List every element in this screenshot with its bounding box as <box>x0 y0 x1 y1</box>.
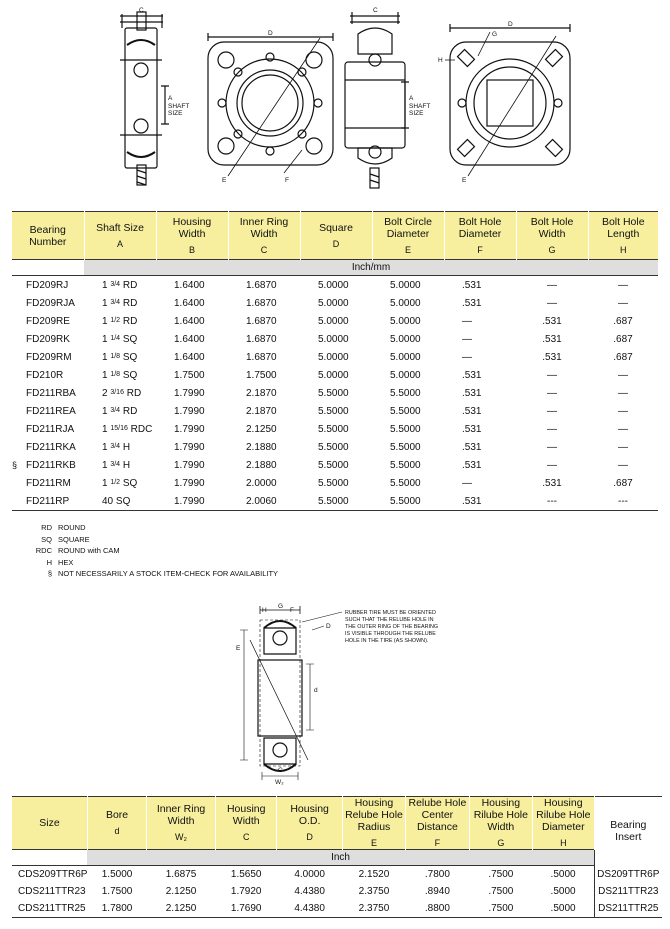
col2-header-relube-radius: Housing Relube Hole Radius E <box>342 797 405 850</box>
bolt-circle-cell: 5.0000 <box>390 369 421 381</box>
housing-od-cell: 4.4380 <box>294 886 325 897</box>
housing-width-cell: 1.6400 <box>174 297 205 309</box>
inner-ring-width-cell: 1.6870 <box>246 315 277 327</box>
col2-header-size: Size <box>12 797 87 850</box>
col-header-bolt-hole-length: Bolt Hole Length H <box>588 212 658 260</box>
bolt-circle-cell: 5.5000 <box>390 459 421 471</box>
bolt-hole-length-cell: — <box>618 297 628 309</box>
bolt-hole-width-cell: — <box>547 423 557 435</box>
housing-width-cell: 1.7990 <box>174 405 205 417</box>
legend-text: SQUARE <box>58 534 90 544</box>
bolt-hole-diameter-cell: .531 <box>462 369 482 381</box>
bolt-hole-diameter-cell: — <box>462 351 472 363</box>
housing-width-cell: 1.7990 <box>174 459 205 471</box>
legend-item <box>30 522 278 534</box>
shaft-size-cell: 1 $^{15/16}$ RDC <box>102 423 153 435</box>
shaft-size-cell: 2 $^{3/16}$ RD <box>102 387 142 399</box>
square-cell: 5.0000 <box>318 315 349 327</box>
shaft-size-cell: 40 SQ <box>84 492 156 511</box>
bolt-hole-length-cell: — <box>618 279 628 291</box>
bolt-circle-cell: 5.5000 <box>390 405 421 417</box>
col-header-shaft-size: Shaft Size A <box>84 212 156 260</box>
square-cell: 5.5000 <box>318 477 349 489</box>
table-row <box>12 276 658 295</box>
square-cell: 5.5000 <box>318 387 349 399</box>
inner-ring-width-cell: 1.6875 <box>165 869 197 880</box>
housing-width-cell: 1.7500 <box>174 369 205 381</box>
legend-text: ROUND <box>58 523 86 532</box>
square-cell: 5.0000 <box>318 351 349 363</box>
bolt-hole-diameter-cell: .531 <box>462 279 482 291</box>
bolt-circle-cell: 5.5000 <box>390 441 421 453</box>
front-view-drawing-1 <box>208 33 333 176</box>
insert-note-line-4: IS VISIBLE THROUGH THE RELUBE <box>345 631 436 637</box>
relube-radius-cell: 2.3750 <box>358 886 390 897</box>
insert-dim-d: D <box>326 623 331 630</box>
bearing-insert-spec-table <box>12 796 662 918</box>
inner-ring-width-cell: 2.1880 <box>246 441 277 453</box>
insert-dim-c: C <box>278 767 283 774</box>
legend-item <box>30 568 278 580</box>
inner-ring-width-cell: 2.1870 <box>246 387 277 399</box>
bolt-hole-length-cell: .687 <box>613 351 633 363</box>
inner-ring-width-cell: 2.0000 <box>246 477 277 489</box>
dim-label-g: G <box>492 31 498 38</box>
insert-dim-e: E <box>236 645 241 652</box>
housing-width-cell: 1.5650 <box>230 869 262 880</box>
bearing-number-cell: FD211RJA <box>26 423 75 435</box>
col-header-bolt-circle-diameter: Bolt Circle Diameter E <box>372 212 444 260</box>
inner-ring-width-cell: 2.1250 <box>165 903 197 914</box>
dim-label-a-2: A <box>409 95 414 102</box>
shaft-size-cell: 1 $^{3/4}$ H <box>102 441 131 453</box>
bolt-hole-length-cell: — <box>618 459 628 471</box>
relube-center-cell: .8800 <box>424 903 450 914</box>
insert-dim-w2: W₂ <box>275 779 284 786</box>
bolt-hole-diameter-cell: .531 <box>462 297 482 309</box>
bolt-hole-length-cell: .687 <box>613 315 633 327</box>
col2-header-housing-width: Housing Width C <box>215 797 276 850</box>
insert-note-line-2: SUCH THAT THE RELUBE HOLE IN <box>345 617 434 623</box>
bolt-hole-width-cell: — <box>547 279 557 291</box>
availability-mark: § <box>12 459 18 470</box>
shaft-size-cell: 1 $^{1/2}$ SQ <box>102 477 138 489</box>
bolt-hole-length-cell: — <box>618 387 628 399</box>
bearing-number-cell: FD209RJA <box>26 297 75 309</box>
shaft-size-label-4: SIZE <box>409 110 424 117</box>
bolt-hole-width-cell: .531 <box>542 315 562 327</box>
shaft-size-cell: 1 $^{3/4}$ H <box>102 459 131 471</box>
bolt-hole-diameter-cell: — <box>462 333 472 345</box>
insert-note-line-1: RUBBER TIRE MUST BE ORIENTED <box>345 610 436 616</box>
relube-width-cell: .7500 <box>488 886 514 897</box>
legend-item <box>30 534 278 546</box>
dim-label-c-2: C <box>373 7 378 14</box>
size-cell: CDS209TTR6P <box>18 869 88 880</box>
square-cell: 5.5000 <box>318 459 349 471</box>
relube-diameter-cell: .5000 <box>550 903 576 914</box>
table-row <box>12 366 658 384</box>
dim-label-d: D <box>268 30 273 37</box>
legend-text: NOT NECESSARILY A STOCK ITEM-CHECK FOR AVAILABILITY <box>58 569 279 578</box>
relube-center-cell: .7800 <box>424 869 450 880</box>
bearing-insert-cell: DS211TTR23 <box>594 883 662 900</box>
bearing-number-cell: FD211REA <box>26 405 76 417</box>
relube-width-cell: .7500 <box>488 903 514 914</box>
bearing-insert-cell: DS211TTR25 <box>594 900 662 918</box>
relube-center-cell: .8940 <box>424 886 450 897</box>
table-row <box>12 492 658 511</box>
relube-diameter-cell: .5000 <box>550 869 576 880</box>
bolt-hole-width-cell: — <box>547 441 557 453</box>
bolt-hole-diameter-cell: .531 <box>462 405 482 417</box>
col2-header-housing-od: Housing O.D. D <box>277 797 342 850</box>
bolt-hole-width-cell: — <box>547 369 557 381</box>
housing-width-cell: 1.6400 <box>174 351 205 363</box>
housing-width-cell: 1.7990 <box>174 387 205 399</box>
legend-code: § <box>47 569 52 578</box>
legend-code: SQ <box>41 534 52 544</box>
square-cell: 5.5000 <box>318 441 349 453</box>
insert-dim-f: F <box>290 607 294 614</box>
table2-row <box>12 866 662 884</box>
bolt-circle-cell: 5.0000 <box>390 351 421 363</box>
col2-header-bore: Bore d <box>87 797 146 850</box>
table2-unit-label: Inch <box>87 850 594 866</box>
inner-ring-width-cell: 2.1250 <box>246 423 277 435</box>
square-cell: 5.0000 <box>318 279 349 291</box>
bolt-hole-width-cell: --- <box>516 492 588 511</box>
side-section-drawing-2 <box>345 12 409 188</box>
legend-text: HEX <box>58 557 74 567</box>
square-cell: 5.5000 <box>300 492 372 511</box>
shaft-size-cell: 1 $^{3/4}$ RD <box>102 279 138 291</box>
legend-item <box>30 545 278 557</box>
bolt-hole-diameter-cell: .531 <box>462 441 482 453</box>
size-cell: CDS211TTR25 <box>18 903 86 914</box>
inner-ring-width-cell: 1.6870 <box>246 279 277 291</box>
col-header-bolt-hole-width: Bolt Hole Width G <box>516 212 588 260</box>
legend-text: ROUND with CAM <box>58 546 120 555</box>
shaft-size-cell: 1 $^{3/4}$ RD <box>102 297 138 309</box>
bolt-hole-length-cell: .687 <box>613 333 633 345</box>
bolt-hole-length-cell: --- <box>588 492 658 511</box>
shaft-size-cell: 1 $^{1/8}$ SQ <box>102 369 138 381</box>
table2-row <box>12 900 662 918</box>
inner-ring-width-cell: 2.1880 <box>246 459 277 471</box>
dim-label-h: H <box>438 57 443 64</box>
square-cell: 5.5000 <box>318 423 349 435</box>
abbreviation-legend <box>30 522 278 580</box>
inner-ring-width-cell: 1.6870 <box>246 297 277 309</box>
flange-bearing-drawings <box>0 0 670 200</box>
bearing-number-cell: FD210R <box>26 369 64 381</box>
shaft-size-label-3: SHAFT <box>409 103 431 110</box>
shaft-size-cell: 1 $^{1/8}$ SQ <box>102 351 138 363</box>
col-header-square: Square D <box>300 212 372 260</box>
table2-header-row <box>12 797 662 850</box>
bearing-number-cell: § FD211RKB <box>12 459 76 471</box>
bolt-hole-diameter-cell: .531 <box>462 387 482 399</box>
table-row <box>12 330 658 348</box>
bearing-number-cell: FD209RE <box>26 315 70 327</box>
bolt-hole-width-cell: — <box>547 459 557 471</box>
table-header-row <box>12 212 658 260</box>
dim-label-d-2: D <box>508 21 513 28</box>
bolt-hole-diameter-cell: — <box>462 315 472 327</box>
dim-label-e-2: E <box>462 177 467 184</box>
bolt-hole-diameter-cell: — <box>462 477 472 489</box>
dim-label-a: A <box>168 95 173 102</box>
dim-label-f: F <box>285 177 289 184</box>
shaft-size-label-1: SHAFT <box>168 103 190 110</box>
housing-width-cell: 1.7990 <box>174 423 205 435</box>
table2-row <box>12 883 662 900</box>
table-row <box>12 294 658 312</box>
table-row <box>12 312 658 330</box>
bolt-circle-cell: 5.5000 <box>390 477 421 489</box>
bolt-hole-length-cell: — <box>618 405 628 417</box>
bolt-hole-length-cell: — <box>618 423 628 435</box>
square-cell: 5.0000 <box>318 297 349 309</box>
legend-code: RDC <box>35 546 52 555</box>
inner-ring-width-cell: 1.6870 <box>246 333 277 345</box>
square-cell: 5.0000 <box>318 333 349 345</box>
col-header-housing-width: Housing Width B <box>156 212 228 260</box>
inner-ring-width-cell: 2.1250 <box>165 886 197 897</box>
bore-cell: 1.7800 <box>101 903 133 914</box>
size-cell: CDS211TTR23 <box>18 886 86 897</box>
table-row <box>12 438 658 456</box>
bolt-circle-cell: 5.0000 <box>390 279 421 291</box>
housing-od-cell: 4.0000 <box>294 869 325 880</box>
col2-header-relube-center: Relube Hole Center Distance F <box>406 797 469 850</box>
insert-dim-bore: d <box>314 687 318 694</box>
square-cell: 5.5000 <box>318 405 349 417</box>
inner-ring-width-cell: 1.6870 <box>246 351 277 363</box>
bolt-circle-cell: 5.5000 <box>372 492 444 511</box>
insert-note-line-5: HOLE IN THE TIRE (AS SHOWN). <box>345 638 429 644</box>
bearing-number-cell: FD209RK <box>26 333 70 345</box>
inner-ring-width-cell: 1.7500 <box>246 369 277 381</box>
table2-unit-row <box>12 850 662 866</box>
bolt-hole-length-cell: .687 <box>613 477 633 489</box>
bearing-insert-cell: DS209TTR6P <box>594 866 662 884</box>
relube-radius-cell: 2.1520 <box>358 869 390 880</box>
insert-note-line-3: THE OUTER RING OF THE BEARING <box>345 624 439 630</box>
legend-code: RD <box>41 523 52 532</box>
front-view-drawing-2 <box>445 24 570 176</box>
unit-label: Inch/mm <box>84 260 658 276</box>
bearing-number-cell: FD211RKA <box>26 441 76 453</box>
legend-item <box>30 557 278 569</box>
relube-width-cell: .7500 <box>488 869 514 880</box>
bearing-number-cell: FD211RM <box>26 477 71 489</box>
col2-header-bearing-insert: Bearing Insert <box>594 797 662 866</box>
bolt-circle-cell: 5.5000 <box>390 423 421 435</box>
housing-width-cell: 1.7690 <box>230 903 262 914</box>
bearing-insert-drawing <box>230 600 470 786</box>
bearing-number-cell: FD209RJ <box>26 279 69 291</box>
bolt-hole-width-cell: — <box>547 387 557 399</box>
relube-diameter-cell: .5000 <box>550 886 576 897</box>
legend-code: H <box>46 557 52 567</box>
table-row <box>12 456 658 474</box>
housing-width-cell: 1.6400 <box>174 315 205 327</box>
bolt-hole-width-cell: — <box>547 297 557 309</box>
bolt-hole-diameter-cell: .531 <box>462 459 482 471</box>
bolt-hole-diameter-cell: .531 <box>462 423 482 435</box>
inner-ring-width-cell: 2.1870 <box>246 405 277 417</box>
shaft-size-label-2: SIZE <box>168 110 183 117</box>
col2-header-relube-width: Housing Rilube Hole Width G <box>469 797 532 850</box>
insert-dim-h: H <box>262 607 267 614</box>
housing-width-cell: 1.7990 <box>156 492 228 511</box>
bearing-number-cell: FD211RP <box>12 492 84 511</box>
shaft-size-cell: 1 $^{1/2}$ RD <box>102 315 138 327</box>
bore-cell: 1.7500 <box>101 886 133 897</box>
bolt-circle-cell: 5.0000 <box>390 315 421 327</box>
bolt-hole-diameter-cell: .531 <box>444 492 516 511</box>
table-row <box>12 348 658 366</box>
flange-bearing-spec-table <box>12 211 658 511</box>
bolt-hole-width-cell: .531 <box>542 477 562 489</box>
dim-label-c: C <box>139 7 144 14</box>
insert-dim-g: G <box>278 603 284 610</box>
col-header-inner-ring-width: Inner Ring Width C <box>228 212 300 260</box>
bearing-number-cell: FD209RM <box>26 351 72 363</box>
side-section-drawing-1 <box>120 12 169 185</box>
bolt-hole-length-cell: — <box>618 441 628 453</box>
shaft-size-cell: 1 $^{1/4}$ SQ <box>102 333 138 345</box>
bolt-hole-width-cell: .531 <box>542 333 562 345</box>
square-cell: 5.0000 <box>318 369 349 381</box>
col-header-bearing-number: Bearing Number <box>12 212 84 260</box>
dim-label-e: E <box>222 177 227 184</box>
housing-width-cell: 1.7990 <box>174 441 205 453</box>
bolt-circle-cell: 5.0000 <box>390 333 421 345</box>
bolt-hole-length-cell: — <box>618 369 628 381</box>
bolt-hole-width-cell: .531 <box>542 351 562 363</box>
bore-cell: 1.5000 <box>101 869 133 880</box>
col-header-bolt-hole-diameter: Bolt Hole Diameter F <box>444 212 516 260</box>
shaft-size-cell: 1 $^{3/4}$ RD <box>102 405 138 417</box>
bolt-circle-cell: 5.0000 <box>390 297 421 309</box>
housing-width-cell: 1.7920 <box>230 886 262 897</box>
housing-width-cell: 1.6400 <box>174 279 205 291</box>
bolt-circle-cell: 5.5000 <box>390 387 421 399</box>
table-row <box>12 384 658 402</box>
housing-width-cell: 1.6400 <box>174 333 205 345</box>
table-row <box>12 402 658 420</box>
bolt-hole-width-cell: — <box>547 405 557 417</box>
table-row <box>12 474 658 492</box>
inner-ring-width-cell: 2.0060 <box>228 492 300 511</box>
relube-radius-cell: 2.3750 <box>358 903 390 914</box>
bearing-number-cell: FD211RBA <box>26 387 76 399</box>
table-row <box>12 420 658 438</box>
col2-header-relube-diameter: Housing Rilube Hole Diameter H <box>533 797 595 850</box>
housing-od-cell: 4.4380 <box>294 903 325 914</box>
housing-width-cell: 1.7990 <box>174 477 205 489</box>
col2-header-inner-ring-width: Inner Ring Width W₂ <box>147 797 216 850</box>
unit-row <box>12 260 658 276</box>
